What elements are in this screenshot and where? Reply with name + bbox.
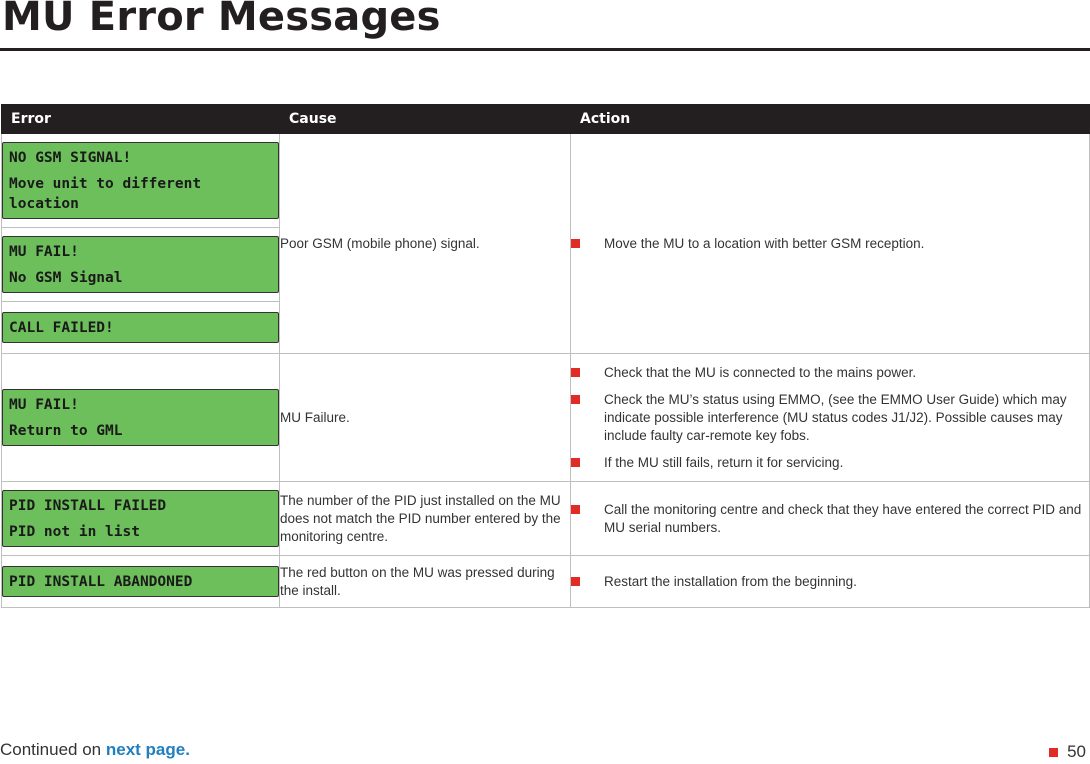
header-cause: Cause bbox=[280, 105, 571, 134]
cause-cell: Poor GSM (mobile phone) signal. bbox=[280, 134, 571, 354]
action-cell bbox=[571, 482, 1090, 556]
lcd-message bbox=[2, 236, 279, 293]
bullet-text: Restart the installation from the beginning. bbox=[604, 573, 857, 589]
cause-cell: MU Failure. bbox=[280, 354, 571, 482]
page-marker-square-icon bbox=[1049, 748, 1058, 757]
bullet-text: If the MU still fails, return it for servicing. bbox=[604, 454, 844, 470]
error-cell bbox=[2, 134, 280, 228]
footer-text: Continued on bbox=[0, 740, 106, 759]
error-cell bbox=[2, 302, 280, 354]
page-title: MU Error Messages bbox=[2, 0, 441, 40]
bullet-square-icon bbox=[571, 458, 580, 467]
action-cell bbox=[571, 354, 1090, 482]
bullet-text: Call the monitoring centre and check that they have entered the correct PID and MU serial numbers. bbox=[604, 501, 1082, 535]
next-page-link[interactable]: next page. bbox=[105, 740, 190, 759]
bullet-item bbox=[571, 364, 1089, 382]
lcd-line: CALL FAILED! bbox=[9, 320, 114, 336]
table-header-row bbox=[2, 105, 1090, 134]
error-cell bbox=[2, 556, 280, 608]
error-cell bbox=[2, 354, 280, 482]
bullet-item bbox=[571, 501, 1089, 537]
cause-cell: The number of the PID just installed on the MU does not match the PID number entered by the monitoring centre. bbox=[280, 482, 571, 556]
bullet-square-icon bbox=[571, 368, 580, 377]
bullet-text: Check the MU’s status using EMMO, (see the EMMO User Guide) which may indicate possible interference (MU status codes J1/J2). Possible causes may include faulty car-remote key fobs. bbox=[604, 391, 1067, 443]
table-row bbox=[2, 134, 1090, 228]
bullet-square-icon bbox=[571, 239, 580, 248]
header-action: Action bbox=[571, 105, 1090, 134]
action-cell bbox=[571, 556, 1090, 608]
bullet-item bbox=[571, 454, 1089, 472]
error-table bbox=[1, 104, 1090, 608]
cause-cell: The red button on the MU was pressed during the install. bbox=[280, 556, 571, 608]
bullet-text: Move the MU to a location with better GSM reception. bbox=[604, 235, 925, 251]
page-number bbox=[1049, 742, 1086, 762]
lcd-line: PID INSTALL FAILED bbox=[9, 498, 167, 514]
table-row bbox=[2, 482, 1090, 556]
lcd-line: No GSM Signal bbox=[9, 270, 123, 286]
lcd-message bbox=[2, 566, 279, 597]
action-cell bbox=[571, 134, 1090, 354]
lcd-line: PID INSTALL ABANDONED bbox=[9, 574, 193, 590]
lcd-line: Move unit to different location bbox=[9, 176, 202, 212]
bullet-item bbox=[571, 391, 1089, 445]
table-row bbox=[2, 556, 1090, 608]
bullet-square-icon bbox=[571, 505, 580, 514]
header-error: Error bbox=[2, 105, 280, 134]
bullet-square-icon bbox=[571, 395, 580, 404]
lcd-line: MU FAIL! bbox=[9, 397, 79, 413]
error-cell bbox=[2, 482, 280, 556]
bullet-item bbox=[571, 573, 1089, 591]
footer-continued bbox=[0, 740, 190, 760]
table-row bbox=[2, 354, 1090, 482]
title-rule bbox=[0, 48, 1090, 51]
page-number-text: 50 bbox=[1067, 742, 1086, 761]
lcd-line: NO GSM SIGNAL! bbox=[9, 150, 132, 166]
lcd-message bbox=[2, 490, 279, 547]
lcd-message bbox=[2, 389, 279, 446]
bullet-text: Check that the MU is connected to the mains power. bbox=[604, 364, 917, 380]
lcd-line: PID not in list bbox=[9, 524, 140, 540]
error-cell bbox=[2, 228, 280, 302]
lcd-message bbox=[2, 312, 279, 343]
bullet-square-icon bbox=[571, 577, 580, 586]
lcd-message bbox=[2, 142, 279, 219]
bullet-item bbox=[571, 235, 1089, 253]
lcd-line: Return to GML bbox=[9, 423, 123, 439]
lcd-line: MU FAIL! bbox=[9, 244, 79, 260]
